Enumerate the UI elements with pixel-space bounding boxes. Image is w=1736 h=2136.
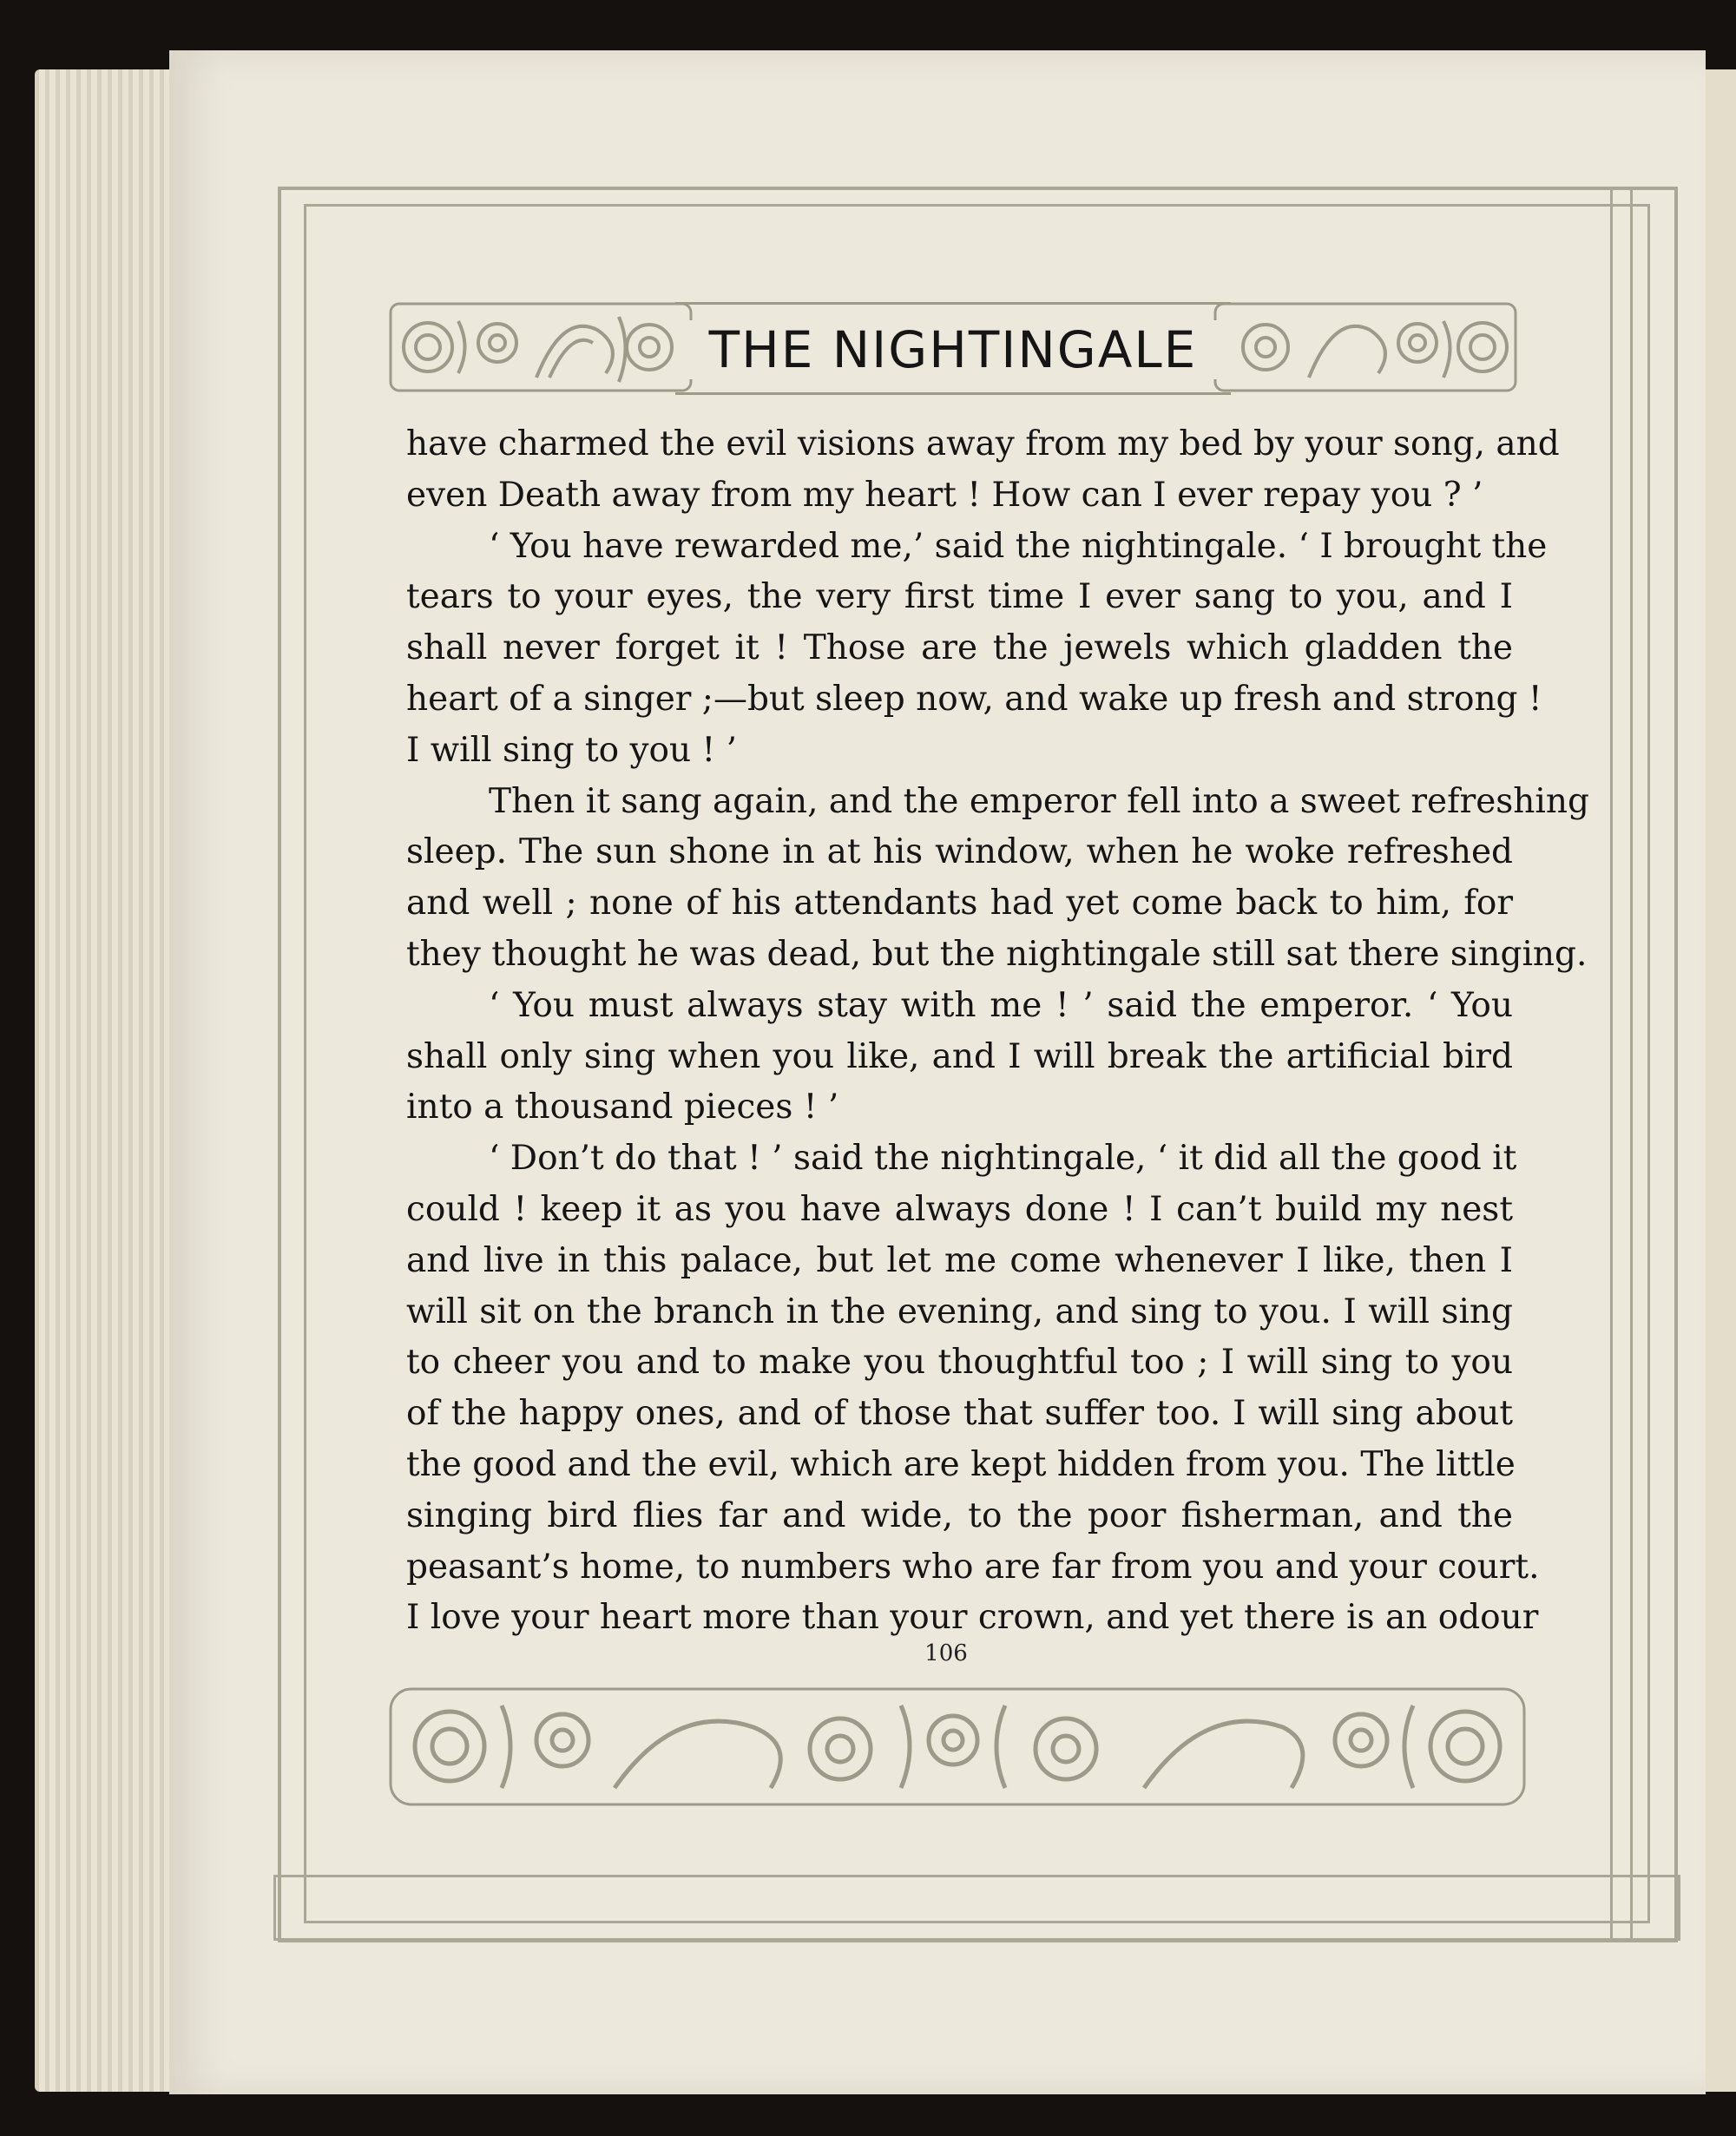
running-header: [389, 295, 1517, 404]
text-line: the good and the evil, which are kept hidden from you. The little: [406, 1444, 1516, 1484]
text-line: could ! keep it as you have always done ! I can’t build my nest: [406, 1189, 1513, 1229]
floral-band-ornament-icon: [389, 1684, 1526, 1810]
header-rule-top: [675, 302, 1231, 305]
text-line: heart of a singer ;—but sleep now, and wake up fresh and strong !: [406, 679, 1542, 719]
floral-ornament-icon: [1213, 295, 1517, 399]
text-line: into a thousand pieces ! ’: [406, 1088, 839, 1127]
text-line: sleep. The sun shone in at his window, when he woke refreshed: [406, 832, 1513, 872]
page-number: 106: [924, 1640, 968, 1666]
text-line: and well ; none of his attendants had yet come back to him, for: [406, 884, 1513, 923]
text-line: will sit on the branch in the evening, and sing to you. I will sing: [406, 1291, 1513, 1331]
text-line: and live in this palace, but let me come whenever I like, then I: [406, 1240, 1513, 1280]
text-line: singing bird flies far and wide, to the poor fisherman, and the: [406, 1495, 1513, 1535]
page-border-right-rule: [1610, 187, 1633, 1941]
text-line: ‘ You have rewarded me,’ said the nightingale. ‘ I brought the: [489, 526, 1548, 566]
text-line: ‘ You must always stay with me ! ’ said the emperor. ‘ You: [489, 985, 1513, 1025]
text-line: ‘ Don’t do that ! ’ said the nightingale, ‘ it did all the good it: [489, 1139, 1517, 1179]
text-line: shall never forget it ! Those are the jewels which gladden the: [406, 628, 1513, 668]
text-line: tears to your eyes, the very first time I ever sang to you, and I: [406, 577, 1513, 617]
text-line: peasant’s home, to numbers who are far from you and your court.: [406, 1547, 1540, 1587]
text-line: of the happy ones, and of those that suffer too. I will sing about: [406, 1394, 1513, 1434]
floral-ornament-icon: [389, 295, 693, 399]
text-line: shall only sing when you like, and I will break the artificial bird: [406, 1036, 1513, 1076]
text-line: have charmed the evil visions away from my bed by your song, and: [406, 424, 1560, 463]
text-line: they thought he was dead, but the nightingale still sat there singing.: [406, 934, 1588, 974]
text-line: Then it sang again, and the emperor fell into a sweet refreshing: [489, 781, 1589, 821]
body-text: [406, 419, 1589, 1644]
header-rule-bottom: [675, 392, 1231, 395]
text-line: I love your heart more than your crown, and yet there is an odour: [406, 1598, 1539, 1638]
page-title: THE NIGHTINGALE: [685, 320, 1222, 379]
page-border-bottom-rule: [273, 1875, 1680, 1941]
text-line: to cheer you and to make you thoughtful too ; I will sing to you: [406, 1343, 1513, 1383]
text-line: I will sing to you ! ’: [406, 730, 738, 770]
text-line: even Death away from my heart ! How can I ever repay you ? ’: [406, 475, 1483, 515]
